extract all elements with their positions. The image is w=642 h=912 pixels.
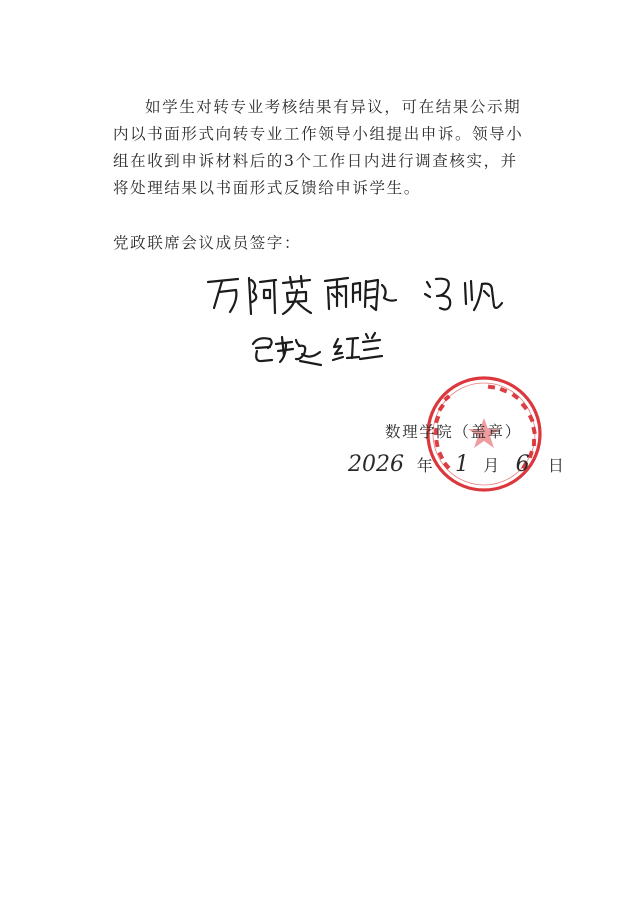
date-month: 1 [454, 452, 471, 477]
signature-3 [425, 279, 502, 310]
signature-2 [325, 278, 396, 310]
date-line [348, 452, 565, 477]
date-day-unit: 日 [547, 456, 566, 475]
date-year-unit: 年 [416, 456, 435, 475]
signature-5 [333, 333, 382, 360]
date-year: 2026 [348, 452, 404, 477]
date-month-unit: 月 [483, 456, 501, 475]
signature-1b [249, 278, 276, 314]
date-day: 6 [515, 452, 532, 477]
org-seal-label: 数理学院（盖章） [385, 423, 522, 441]
signature-1c [283, 276, 311, 314]
signature-label: 党政联席会议成员签字： [113, 234, 302, 252]
appeal-paragraph: 如学生对转专业考核结果有异议，可在结果公示期内以书面形式向转专业工作领导小组提出申诉。领导小组在收到申诉材料后的3个工作日内进行调查核实，并将处理结果以书面形式反馈给申诉学生。 [113, 98, 524, 197]
signature-4 [253, 337, 321, 365]
signature-1 [208, 279, 238, 312]
